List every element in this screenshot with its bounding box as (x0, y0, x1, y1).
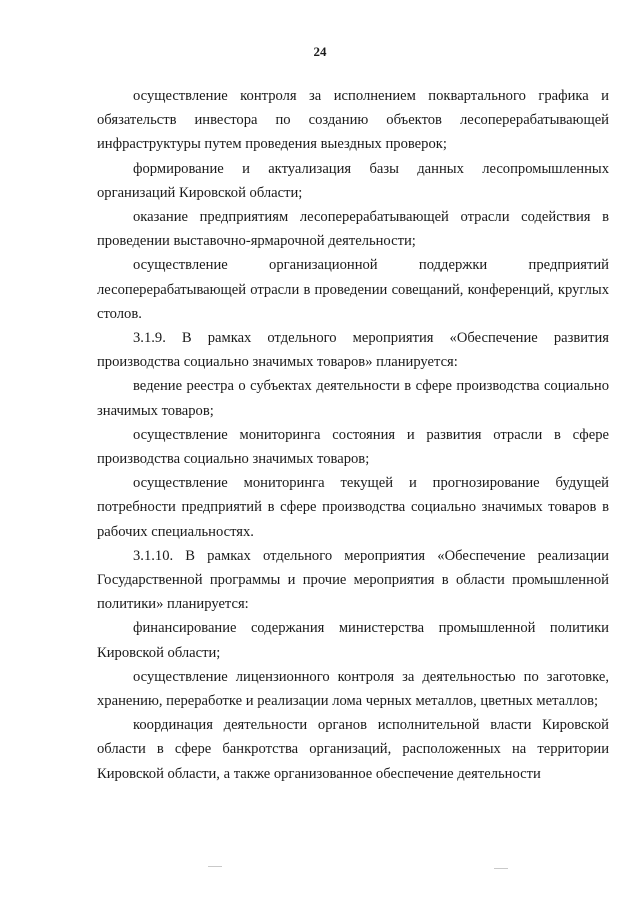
scan-artifact-left (208, 866, 222, 867)
paragraph-exhibition-support: оказание предприятиям лесоперерабатывающей отрасли содействия в проведении выставочно-ярмарочной деятельности; (97, 209, 609, 250)
document-body (97, 84, 609, 786)
paragraph-monitoring-needs: осуществление мониторинга текущей и прогнозирование будущей потребности предприятий в сфере производства социально значимых товаров в рабочих специальностях. (97, 475, 609, 540)
paragraph-monitoring-industry: осуществление мониторинга состояния и развития отрасли в сфере производства социально значимых товаров; (97, 426, 609, 468)
paragraph-control-investor: осуществление контроля за исполнением поквартального графика и обязательств инвестора по созданию объектов лесоперерабатывающей инфраструктуры путем проведения выездных проверок; (97, 88, 609, 153)
page-number: 24 (313, 44, 327, 59)
paragraph-section-3-1-9: 3.1.9. В рамках отдельного мероприятия «Обеспечение развития производства социально значимых товаров» планируется: (97, 330, 609, 371)
paragraph-database: формирование и актуализация базы данных лесопромышленных организаций Кировской области; (97, 160, 609, 201)
paragraph-section-3-1-10: 3.1.10. В рамках отдельного мероприятия «Обеспечение реализации Государственной программы и прочие мероприятия в области промышленной политики» планируется: (97, 547, 609, 613)
scan-artifact-right (494, 868, 508, 869)
paragraph-bankruptcy-coordination: координация деятельности органов исполнительной власти Кировской области в сфере банкротства организаций, расположенных на территории Кировской области, а также организованное обеспечение деятельности (97, 717, 609, 782)
paragraph-organizational-support: осуществление организационной поддержки предприятий лесоперерабатывающей отрасли в проведении совещаний, конференций, круглых столов. (97, 257, 609, 322)
paragraph-license-control: осуществление лицензионного контроля за деятельностью по заготовке, хранению, переработке и реализации лома черных металлов, цветных металлов; (97, 668, 609, 710)
paragraph-registry: ведение реестра о субъектах деятельности в сфере производства социально значимых товаров; (97, 378, 609, 419)
paragraph-financing: финансирование содержания министерства промышленной политики Кировской области; (97, 620, 609, 661)
